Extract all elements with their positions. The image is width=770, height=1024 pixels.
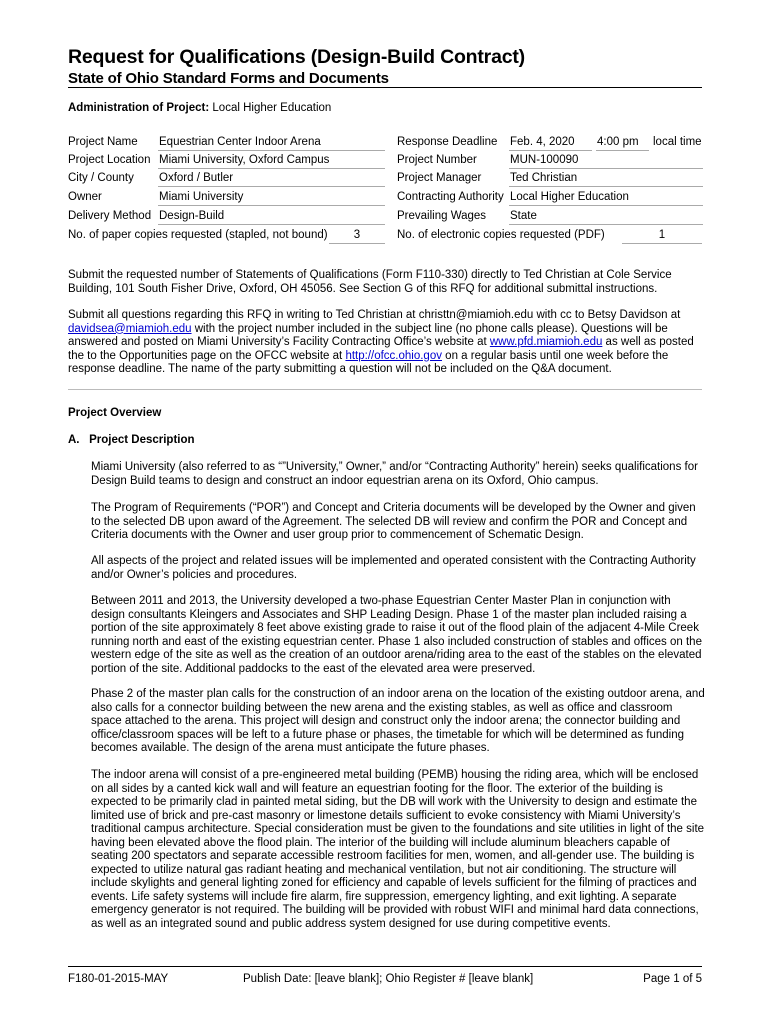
prevailing-wages-field[interactable]: State: [509, 210, 703, 225]
project-description-heading: A. Project Description: [68, 434, 195, 446]
questions-paragraph: [68, 309, 708, 377]
footer-form-id: F180-01-2015-MAY: [68, 973, 169, 985]
footer-divider: [68, 966, 702, 967]
local-time-label: local time: [653, 136, 702, 148]
pfd-website-link[interactable]: www.pfd.miamioh.edu: [489, 336, 603, 348]
description-paragraph-5: Phase 2 of the master plan calls for the construction of an indoor arena on the location of the existing outdoor arena, and also calls for a connector building between the new arena and the existing stables, as well as office and classroom space attached to the arena. This project will design and construct only the indoor arena; the connector building and office/classroom spaces will be left to a future phase or phases, the timetable for which will be determined as funding becomes available. The design of the arena must anticipate the future phases.: [91, 688, 705, 754]
owner-field[interactable]: Miami University: [158, 191, 385, 206]
response-deadline-time-field[interactable]: 4:00 pm: [596, 136, 649, 151]
delivery-method-label: Delivery Method: [68, 210, 152, 222]
ofcc-website-link[interactable]: http://ofcc.ohio.gov: [345, 349, 442, 362]
section-divider: [68, 389, 702, 390]
project-manager-label: Project Manager: [397, 172, 482, 184]
description-paragraph-1: Miami University (also referred to as “”University,” Owner,” and/or “Contracting Authority” herein) seeks qualifications for Design Build teams to design and construct an indoor equestrian arena on its Oxford, Ohio campus.: [91, 461, 698, 487]
submission-instructions: Submit the requested number of Statements of Qualifications (Form F110-330) directly to Ted Christian at Cole Service Building, 101 South Fisher Drive, Oxford, OH 45056. See Section G of this RFQ for additional submittal instructions.: [68, 269, 672, 295]
electronic-copies-label: No. of electronic copies requested (PDF): [397, 229, 605, 241]
footer-page-number: Page 1 of 5: [643, 973, 702, 985]
project-number-field[interactable]: MUN-100090: [509, 154, 703, 169]
prevailing-wages-label: Prevailing Wages: [397, 210, 487, 222]
city-county-field[interactable]: Oxford / Butler: [158, 172, 385, 187]
project-location-label: Project Location: [68, 154, 151, 166]
administration-value: Local Higher Education: [212, 102, 332, 114]
description-paragraph-4: Between 2011 and 2013, the University developed a two-phase Equestrian Center Master Plan in conjunction with design consultants Kleingers and Associates and SHP Leading Design. Phase 1 of the master plan included raising a portion of the site approximately 8 feet above existing grade to raise it out of the flood plain of the adjacent 4-Mile Creek running north and east of the existing equestrian center. Phase 1 also included construction of stables and offices on the western edge of the site as well as the creation of an outdoor arena/riding area to the east of the stables on the elevated portion of the site. Additional paddocks to the east of the elevated area were preserved.: [91, 595, 702, 675]
delivery-method-field[interactable]: Design-Build: [158, 210, 385, 225]
footer-publish-info: Publish Date: [leave blank]; Ohio Register # [leave blank]: [243, 973, 534, 985]
project-name-label: Project Name: [68, 136, 138, 148]
owner-label: Owner: [68, 191, 102, 203]
contracting-authority-label: Contracting Authority: [397, 191, 504, 203]
administration-line: [68, 102, 331, 114]
administration-label: Administration of Project:: [68, 102, 210, 114]
project-location-field[interactable]: Miami University, Oxford Campus: [158, 154, 385, 169]
city-county-label: City / County: [68, 172, 134, 184]
title-divider: [68, 87, 702, 88]
description-paragraph-6: The indoor arena will consist of a pre-engineered metal building (PEMB) housing the riding area, which will be enclosed on all sides by a canted kick wall and will feature an equestrian footing for the floor. The exterior of the building is expected to be primarily clad in painted metal siding, but the DB will work with the University to design and estimate the limited use of brick and pre-cast masonry or limestone details sufficient to evoke consistency with Miami University’s traditional campus architecture. Special consideration must be given to the foundations and site utilities in light of the site having been elevated above the flood plain. The interior of the building will include aluminum bleachers capable of seating 200 spectators and separate accessible restroom facilities for men, women, and all-gender use. The building is expected to utilize natural gas radiant heating and mechanical ventilation, but not air conditioning. The structure will include skylights and general lighting zoned for efficiency and capable of levels sufficient for the filming of practices and events. Life safety systems will include fire alarm, fire suppression, emergency lighting, and exit lighting. A separate emergency generator is not required. The building will be provided with robust WIFI and minimal hard data connections, as well as an integrated sound and public address system designed for use during competitive events.: [91, 769, 705, 930]
project-number-label: Project Number: [397, 154, 477, 166]
project-name-field[interactable]: Equestrian Center Indoor Arena: [158, 136, 385, 151]
questions-text-1: Submit all questions regarding this RFQ in writing to Ted Christian at christtn@miamioh.edu with cc to Betsy Davidson at: [68, 309, 681, 321]
electronic-copies-field[interactable]: 1: [622, 229, 702, 244]
response-deadline-label: Response Deadline: [397, 136, 498, 148]
questions-text-4: on a regular basis until one week before the response deadline. The name of the party submitting a question will not be included on the Q&A document.: [68, 349, 669, 375]
davidson-email-link[interactable]: davidsea@miamioh.edu: [68, 322, 192, 335]
response-deadline-date-field[interactable]: Feb. 4, 2020: [509, 136, 592, 151]
page-title: Request for Qualifications (Design-Build Contract): [68, 46, 525, 68]
contracting-authority-field[interactable]: Local Higher Education: [509, 191, 703, 206]
questions-text-3: as well as posted the to the Opportunities page on the OFCC website at: [68, 336, 694, 362]
description-paragraph-3: All aspects of the project and related issues will be implemented and operated consistent with the Contracting Authority and/or Owner’s policies and procedures.: [91, 555, 696, 581]
project-overview-heading: Project Overview: [68, 407, 162, 419]
description-paragraph-2: The Program of Requirements (“POR”) and Concept and Criteria documents will be developed by the Owner and given to the selected DB upon award of the Agreement. The selected DB will review and confirm the POR and Concept and Criteria documents with the Owner and user group prior to commencement of Schematic Design.: [91, 502, 696, 541]
project-manager-field[interactable]: Ted Christian: [509, 172, 703, 187]
paper-copies-field[interactable]: 3: [329, 229, 385, 244]
paper-copies-label: No. of paper copies requested (stapled, not bound): [68, 229, 328, 241]
page-subtitle: State of Ohio Standard Forms and Documents: [68, 70, 389, 87]
questions-text-2: with the project number included in the subject line (no phone calls please). Questions will be answered and posted on Miami University’s Facility Contracting Office’s website at: [68, 322, 668, 348]
